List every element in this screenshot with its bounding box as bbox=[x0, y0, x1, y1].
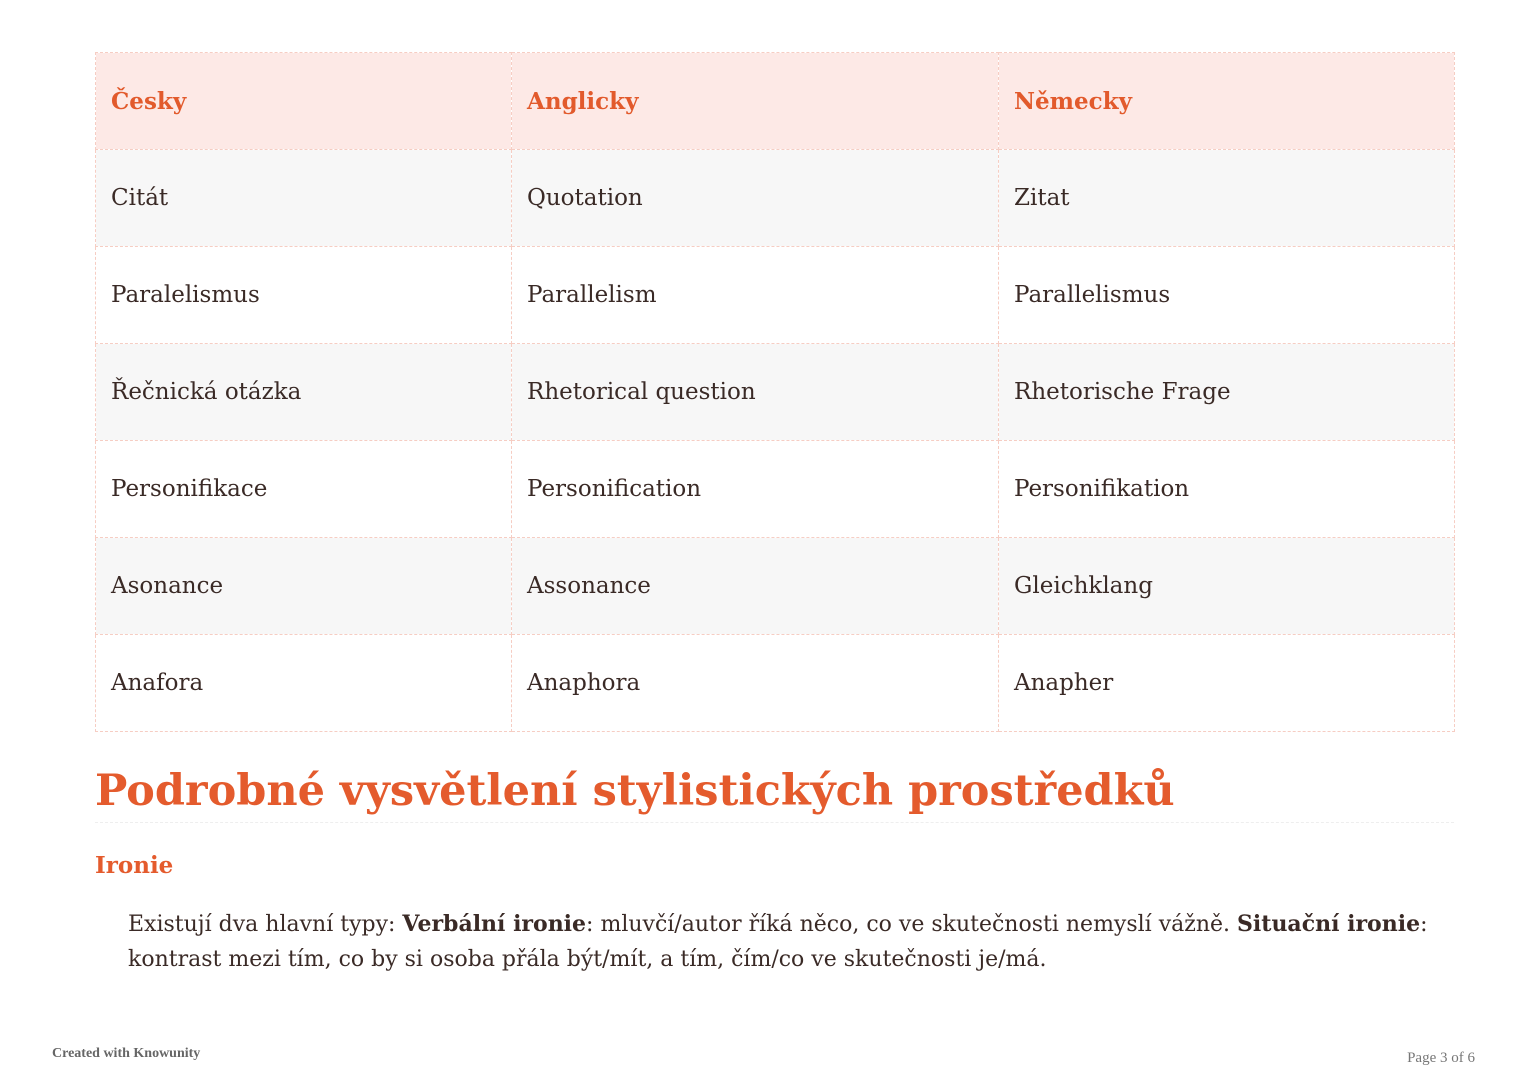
cell-german: Anapher bbox=[999, 635, 1455, 732]
term-situational-irony: Situační ironie bbox=[1237, 911, 1421, 937]
paragraph-text: Existují dva hlavní typy: bbox=[128, 912, 403, 937]
table-row bbox=[96, 441, 1455, 538]
paragraph-text: : mluvčí/autor říká něco, co ve skutečnosti nemyslí vážně. bbox=[586, 912, 1238, 937]
cell-czech: Citát bbox=[96, 150, 512, 247]
cell-english: Quotation bbox=[512, 150, 999, 247]
footer-created-with: Created with Knowunity bbox=[52, 1046, 201, 1061]
paragraph-text: : kontrast mezi tím, co by si osoba přála být/mít, a tím, čím/co ve skutečnosti je/má. bbox=[128, 912, 1428, 972]
cell-german: Gleichklang bbox=[999, 538, 1455, 635]
cell-english: Rhetorical question bbox=[512, 344, 999, 441]
cell-czech: Řečnická otázka bbox=[96, 344, 512, 441]
cell-german: Rhetorische Frage bbox=[999, 344, 1455, 441]
cell-german: Parallelismus bbox=[999, 247, 1455, 344]
table-row bbox=[96, 538, 1455, 635]
cell-english: Parallelism bbox=[512, 247, 999, 344]
cell-german: Zitat bbox=[999, 150, 1455, 247]
cell-german: Personifikation bbox=[999, 441, 1455, 538]
cell-czech: Anafora bbox=[96, 635, 512, 732]
header-german: Německy bbox=[999, 53, 1455, 150]
cell-english: Anaphora bbox=[512, 635, 999, 732]
cell-english: Assonance bbox=[512, 538, 999, 635]
cell-czech: Asonance bbox=[96, 538, 512, 635]
section-title: Podrobné vysvětlení stylistických prostředků bbox=[95, 766, 1454, 823]
table-row bbox=[96, 150, 1455, 247]
ironie-paragraph bbox=[128, 907, 1428, 977]
terms-table bbox=[95, 52, 1455, 732]
header-english: Anglicky bbox=[512, 53, 999, 150]
cell-english: Personification bbox=[512, 441, 999, 538]
cell-czech: Paralelismus bbox=[96, 247, 512, 344]
table-row bbox=[96, 247, 1455, 344]
header-czech: Česky bbox=[96, 53, 512, 150]
term-verbal-irony: Verbální ironie bbox=[402, 911, 587, 937]
subsection-title: Ironie bbox=[95, 852, 174, 879]
table-row bbox=[96, 635, 1455, 732]
cell-czech: Personifikace bbox=[96, 441, 512, 538]
table-row bbox=[96, 344, 1455, 441]
page-number: Page 3 of 6 bbox=[1407, 1050, 1475, 1066]
table-header-row bbox=[96, 53, 1455, 150]
